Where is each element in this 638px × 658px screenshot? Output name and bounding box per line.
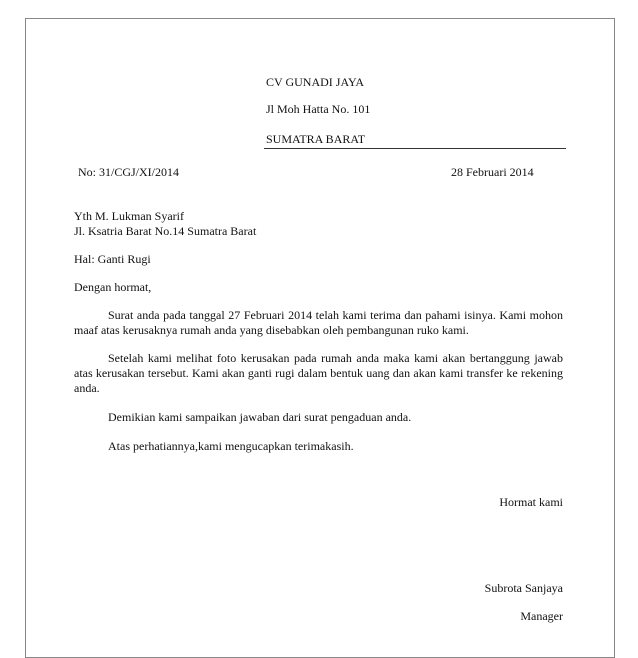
recipient-name: Yth M. Lukman Syarif: [74, 209, 184, 223]
greeting: Dengan hormat,: [74, 280, 152, 294]
body-paragraph-text: Surat anda pada tanggal 27 Februari 2014 telah kami terima dan pahami isinya. Kami mohon maaf atas kerusaknya rumah anda yang disebabkan oleh pembangunan ruko kami.: [74, 308, 563, 337]
company-name: CV GUNADI JAYA: [266, 75, 365, 89]
closing: Hormat kami: [499, 495, 563, 509]
subject-line: Hal: Ganti Rugi: [74, 252, 151, 266]
body-paragraph: [74, 410, 563, 425]
body-paragraph: [74, 308, 563, 338]
company-region: SUMATRA BARAT: [266, 132, 366, 146]
header-divider: [264, 148, 566, 149]
company-address: Jl Moh Hatta No. 101: [266, 102, 371, 116]
recipient-address: Jl. Ksatria Barat No.14 Sumatra Barat: [74, 224, 257, 238]
body-paragraph-text: Setelah kami melihat foto kerusakan pada rumah anda maka kami akan bertanggung jawab atas kerusakan tersebut. Kami akan ganti rugi dalam bentuk uang dan akan kami transfer ke rekening anda.: [74, 351, 563, 395]
letter-number: No: 31/CGJ/XI/2014: [78, 165, 180, 179]
body-paragraph: [74, 439, 563, 454]
letter-date: 28 Februari 2014: [451, 165, 534, 179]
signer-title: Manager: [520, 609, 563, 623]
letter-page: [25, 18, 615, 658]
body-paragraph-text: Demikian kami sampaikan jawaban dari surat pengaduan anda.: [108, 410, 412, 424]
body-paragraph: [74, 351, 563, 396]
signer-name: Subrota Sanjaya: [484, 581, 563, 595]
body-paragraph-text: Atas perhatiannya,kami mengucapkan terimakasih.: [108, 439, 354, 453]
